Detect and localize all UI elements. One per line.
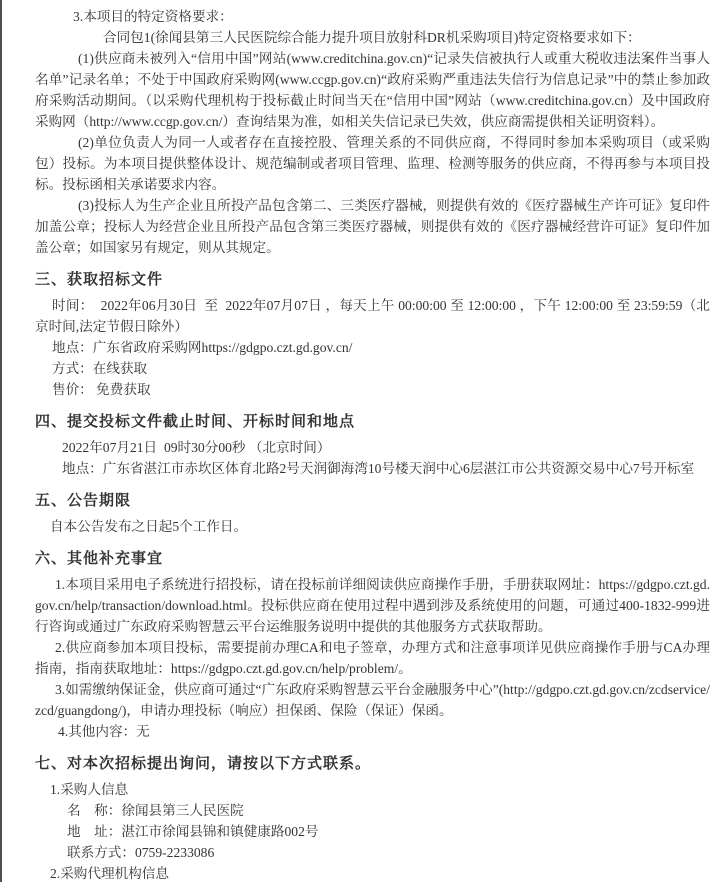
qualification-clause-3: (3)投标人为生产企业且所投产品包含第二、三类医疗器械，则提供有效的《医疗器械生产许可证》复印件加盖公章；投标人为经营企业且所投产品包含第三类医疗器械，则提供有效的《医疗器械经营许可证》复印件加盖公章；如国家另有规定，则从其规定。: [35, 198, 710, 255]
purchaser-address: 地 址：湛江市徐闻县锦和镇健康路002号: [67, 824, 319, 839]
purchaser-info-label: 1.采购人信息: [50, 782, 129, 797]
qualification-clause-2: (2)单位负责人为同一人或者存在直接控股、管理关系的不同供应商，不得同时参加本采购项目（或采购包）投标。为本项目提供整体设计、规范编制或者项目管理、监理、检测等服务的供应商，不得再参与本项目投标。投标函相关承诺要求内容。: [35, 135, 710, 192]
section-6-heading: 六、其他补充事宜: [35, 551, 164, 567]
section-6-item-2: 2.供应商参加本项目投标，需要提前办理CA和电子签章，办理方式和注意事项详见供应商操作手册与CA办理指南，指南获取地址：https://gdgpo.czt.gd.gov.cn/help/problem/。: [35, 640, 710, 676]
section-7-heading: 七、对本次招标提出询问，请按以下方式联系。: [35, 756, 372, 772]
qualification-item-title: 3.本项目的特定资格要求：: [73, 9, 233, 24]
section-4-deadline: 2022年07月21日 09时30分00秒 （北京时间）: [62, 440, 331, 455]
qualification-clause-1: (1)供应商未被列入“信用中国”网站(www.creditchina.gov.cn)“记录失信被执行人或重大税收违法案件当事人名单”记录名单；不处于中国政府采购网(www.ccgp.gov.cn)“政府采购严重违法失信行为信息记录”中的禁止参加政府采购活动期间。（以采购代理机构于投标截止时间当天在“信用中国”网站（www.creditchina.gov.cn）及中国政府采购网（http://www.ccgp.gov.cn/）查询结果为准，如相关失信记录已失效，供应商需提供相关证明资料）。: [35, 51, 710, 129]
section-6-item-3: 3.如需缴纳保证金，供应商可通过“广东政府采购智慧云平台金融服务中心”(http://gdgpo.czt.gd.gov.cn/zcdservice/zcd/guangdong/)，申请办理投标（响应）担保函、保险（保证）保函。: [35, 682, 710, 718]
section-4-heading: 四、提交投标文件截止时间、开标时间和地点: [35, 414, 356, 430]
purchaser-phone: 联系方式：0759-2233086: [67, 845, 215, 860]
section-3-time: 时间： 2022年06月30日 至 2022年07月07日 ，每天上午 00:00:00 至 12:00:00 ，下午 12:00:00 至 23:59:59（北京时间,法定节假日除外）: [35, 298, 710, 334]
qualification-package-line: 合同包1(徐闻县第三人民医院综合能力提升项目放射科DR机采购项目)特定资格要求如下：: [103, 30, 641, 45]
section-4-place: 地点：广东省湛江市赤坎区体育北路2号天润御海湾10号楼天润中心6层湛江市公共资源交易中心7号开标室: [62, 461, 695, 476]
section-6-item-4: 4.其他内容：无: [58, 724, 150, 739]
section-6-item-1: 1.本项目采用电子系统进行招投标，请在投标前详细阅读供应商操作手册，手册获取网址：https://gdgpo.czt.gd.gov.cn/help/transaction/download.html。投标供应商在使用过程中遇到涉及系统使用的问题，可通过400-1832-999进行咨询或通过广东政府采购智慧云平台运维服务说明中提供的其他服务方式获取帮助。: [35, 577, 710, 634]
section-3-place: 地点：广东省政府采购网https://gdgpo.czt.gd.gov.cn/: [52, 340, 353, 355]
section-3-price: 售价： 免费获取: [52, 382, 151, 397]
section-3-heading: 三、获取招标文件: [35, 272, 164, 288]
agency-info-label: 2.采购代理机构信息: [50, 866, 169, 881]
section-3-method: 方式：在线获取: [52, 361, 148, 376]
purchaser-name: 名 称：徐闻县第三人民医院: [67, 803, 244, 818]
section-5-heading: 五、公告期限: [35, 493, 132, 509]
section-5-duration: 自本公告发布之日起5个工作日。: [50, 519, 248, 534]
